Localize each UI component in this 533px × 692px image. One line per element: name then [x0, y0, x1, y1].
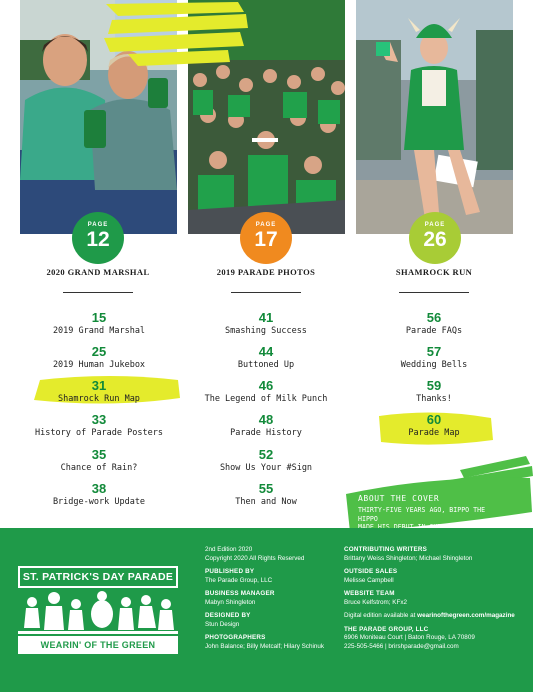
- published-by-value: The Parade Group, LLC: [205, 576, 273, 584]
- toc-item[interactable]: [344, 412, 524, 438]
- divider: [63, 292, 133, 293]
- badge-page-label: PAGE: [87, 222, 109, 228]
- toc-title: The Legend of Milk Punch: [204, 394, 328, 404]
- toc-page-number: 15: [91, 310, 107, 325]
- badge-page-label: PAGE: [424, 222, 446, 228]
- designed-by-value: Stun Design: [205, 620, 240, 628]
- toc-page-number: 33: [91, 412, 107, 427]
- credits-right: [344, 546, 524, 656]
- website-team-label: WEBSITE TEAM: [344, 590, 395, 597]
- digital-edition-text: [344, 612, 524, 621]
- toc-page-number: 59: [426, 378, 442, 393]
- designed-by-label: DESIGNED BY: [205, 612, 251, 619]
- toc-item[interactable]: [344, 378, 524, 404]
- toc-title: History of Parade Posters: [35, 428, 163, 438]
- toc-page-number: 52: [258, 447, 274, 462]
- badge-page-number: 12: [86, 228, 110, 251]
- toc-title: 2019 Grand Marshal: [52, 326, 146, 336]
- page-badge-shamrock-run[interactable]: [409, 212, 461, 264]
- toc-item[interactable]: [176, 378, 356, 404]
- logo-bottom-text: WEARIN' OF THE GREEN: [18, 636, 178, 654]
- toc-title: Thanks!: [416, 394, 452, 404]
- parade-logo: [18, 566, 178, 654]
- toc-page-number: 48: [258, 412, 274, 427]
- toc-title: Chance of Rain?: [60, 463, 138, 473]
- section-title-shamrock-run: SHAMROCK RUN: [395, 267, 473, 277]
- toc-page-number: 55: [258, 481, 274, 496]
- section-title-parade-photos: 2019 PARADE PHOTOS: [216, 267, 316, 277]
- about-cover-heading: ABOUT THE COVER: [358, 494, 440, 503]
- page-badge-parade-photos[interactable]: [240, 212, 292, 264]
- copyright-text: Copyright 2020 All Rights Reserved: [205, 554, 305, 562]
- parade-marchers-art: [18, 588, 178, 636]
- contributing-writers-value: Brittany Weiss Shingleton; Michael Shingleton: [344, 554, 473, 562]
- toc-page-number: 31: [91, 378, 107, 393]
- toc-item[interactable]: [344, 344, 524, 370]
- about-the-cover: [358, 494, 508, 532]
- masthead-footer: [0, 528, 533, 692]
- section-title-grand-marshal: 2020 GRAND MARSHAL: [46, 267, 150, 277]
- toc-title: Buttoned Up: [237, 360, 295, 370]
- photographers-value: John Balance; Billy Metcalf; Hilary Schinuk: [205, 642, 324, 650]
- business-manager-label: BUSINESS MANAGER: [205, 590, 275, 597]
- toc-page-number: 44: [258, 344, 274, 359]
- toc-item[interactable]: [176, 412, 356, 438]
- toc-page-number: 41: [258, 310, 274, 325]
- company-name: THE PARADE GROUP, LLC: [344, 625, 429, 633]
- badge-page-number: 17: [254, 228, 278, 251]
- toc-title: Wedding Bells: [400, 360, 468, 370]
- divider: [399, 292, 469, 293]
- toc-title: Then and Now: [235, 497, 297, 507]
- toc-title: Show Us Your #Sign: [219, 463, 313, 473]
- toc-item[interactable]: [9, 310, 189, 336]
- toc-title: Parade Map: [408, 428, 460, 438]
- about-cover-line-1: THIRTY-FIVE YEARS AGO, BIPPO THE HIPPO: [358, 506, 486, 523]
- edition-text: 2nd Edition 2020: [205, 546, 253, 553]
- toc-item[interactable]: [9, 412, 189, 438]
- toc-page-number: 38: [91, 481, 107, 496]
- toc-item[interactable]: [176, 447, 356, 473]
- toc-title: Smashing Success: [225, 326, 307, 336]
- photographers-label: PHOTOGRAPHERS: [205, 634, 266, 641]
- toc-page-number: 46: [258, 378, 274, 393]
- published-by-label: PUBLISHED BY: [205, 568, 255, 575]
- photo-shamrock-run: [356, 0, 513, 234]
- business-manager-value: Mabyn Shingleton: [205, 598, 256, 606]
- website-team-value: Bruce Kelfstrom; KFx2: [344, 598, 407, 606]
- toc-item[interactable]: [9, 378, 189, 404]
- toc-title: Shamrock Run Map: [58, 394, 140, 404]
- toc-title: 2019 Human Jukebox: [52, 360, 146, 370]
- toc-item[interactable]: [9, 344, 189, 370]
- page-badge-grand-marshal[interactable]: [72, 212, 124, 264]
- outside-sales-label: OUTSIDE SALES: [344, 568, 398, 575]
- toc-item[interactable]: [176, 344, 356, 370]
- toc-item[interactable]: [344, 310, 524, 336]
- company-address: 6906 Moniteau Court | Baton Rouge, LA 70809: [344, 634, 475, 641]
- logo-top-text: ST. PATRICK'S DAY PARADE: [18, 566, 178, 588]
- toc-item[interactable]: [9, 481, 189, 507]
- digital-edition-prefix: Digital edition available at: [344, 612, 418, 619]
- credits-left: [205, 546, 335, 656]
- toc-page-number: 60: [426, 412, 442, 427]
- badge-page-label: PAGE: [255, 222, 277, 228]
- toc-page-number: 57: [426, 344, 442, 359]
- toc-page-number: 56: [426, 310, 442, 325]
- toc-title: Bridge-work Update: [52, 497, 146, 507]
- toc-item[interactable]: [176, 310, 356, 336]
- toc-page-number: 25: [91, 344, 107, 359]
- toc-page-number: 35: [91, 447, 107, 462]
- toc-title: Parade History: [230, 428, 302, 438]
- contributing-writers-label: CONTRIBUTING WRITERS: [344, 546, 428, 553]
- toc-title: Parade FAQs: [405, 326, 463, 336]
- badge-page-number: 26: [423, 228, 447, 251]
- outside-sales-value: Melisse Campbell: [344, 576, 394, 584]
- yellow-brush-stroke: [98, 0, 250, 70]
- toc-item[interactable]: [9, 447, 189, 473]
- divider: [231, 292, 301, 293]
- toc-item[interactable]: [176, 481, 356, 507]
- company-contact: 225-505-5466 | brirshparade@gmail.com: [344, 642, 459, 650]
- digital-edition-link[interactable]: wearinofthegreen.com/magazine: [417, 612, 515, 619]
